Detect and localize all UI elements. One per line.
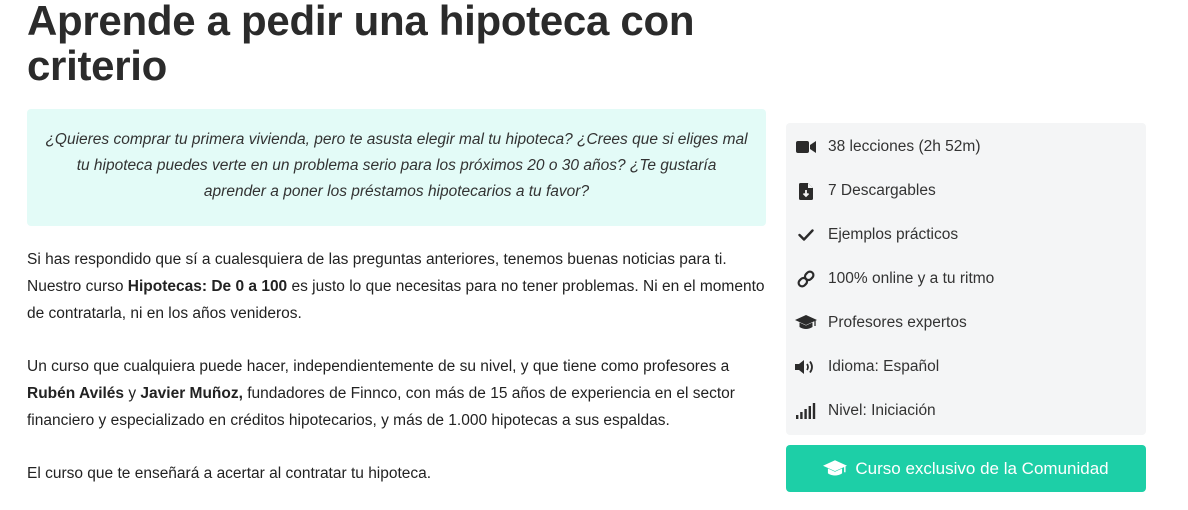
feature-label: Profesores expertos [828,314,967,331]
paragraph-text: es justo lo que necesitas para no tener problemas. Ni en el momento de contratarla, ni en los años venideros. [27,278,765,322]
paragraph-text: Un curso que cualquiera puede hacer, independientemente de su nivel, y que tiene como profesores a [27,358,730,375]
feature-examples [786,223,958,247]
graduation-cap-icon [794,311,818,335]
course-description [27,246,772,510]
feature-label: 100% online y a tu ritmo [828,270,995,287]
graduation-cap-icon [823,460,847,478]
teacher-name-1: Rubén Avilés [27,385,125,402]
paragraph-text: Si has respondido que sí a cualesquiera de las preguntas anteriores, tenemos buenas noticias para ti. Nuestro curso [27,251,727,295]
feature-teachers [786,311,967,335]
link-icon [794,267,818,291]
community-course-button[interactable] [786,445,1146,492]
feature-label: 38 lecciones (2h 52m) [828,138,981,155]
intro-callout [27,109,766,226]
feature-downloads [786,179,936,203]
intro-text: ¿Quieres comprar tu primera vivienda, pero te asusta elegir mal tu hipoteca? ¿Crees que si eliges mal tu hipoteca puedes verte en un problema serio para los próximos 20 o 30 años? ¿Te gustaría aprender a poner los préstamos hipotecarios a tu favor? [45,131,748,200]
course-name-bold: Hipotecas: De 0 a 100 [127,278,288,295]
file-download-icon [794,179,818,203]
feature-online [786,267,994,291]
teacher-name-2: Javier Muñoz, [140,385,243,402]
paragraph-text: fundadores de Finnco, con más de 15 años de experiencia en el sector financiero y especializado en créditos hipotecarios, y más de 1.000 hipotecas a sus espaldas. [27,385,735,429]
course-features-panel [786,123,1146,435]
cta-label: Curso exclusivo de la Comunidad [855,458,1109,478]
page-title: Aprende a pedir una hipoteca con criterio [27,0,695,89]
feature-label: Nivel: Iniciación [828,402,936,419]
checkmark-icon [794,223,818,247]
description-paragraph-3: El curso que te enseñará a acertar al contratar tu hipoteca. [27,465,432,482]
feature-label: Ejemplos prácticos [828,226,959,243]
video-camera-icon [794,135,818,159]
feature-label: Idioma: Español [828,358,940,375]
feature-lessons [786,135,981,159]
feature-label: 7 Descargables [828,182,936,199]
feature-level [786,399,936,423]
description-paragraph-1 [27,246,772,327]
feature-language [786,355,939,379]
description-paragraph-2 [27,353,772,434]
paragraph-text: y [124,385,141,402]
signal-bars-icon [794,399,818,423]
volume-icon [794,355,818,379]
